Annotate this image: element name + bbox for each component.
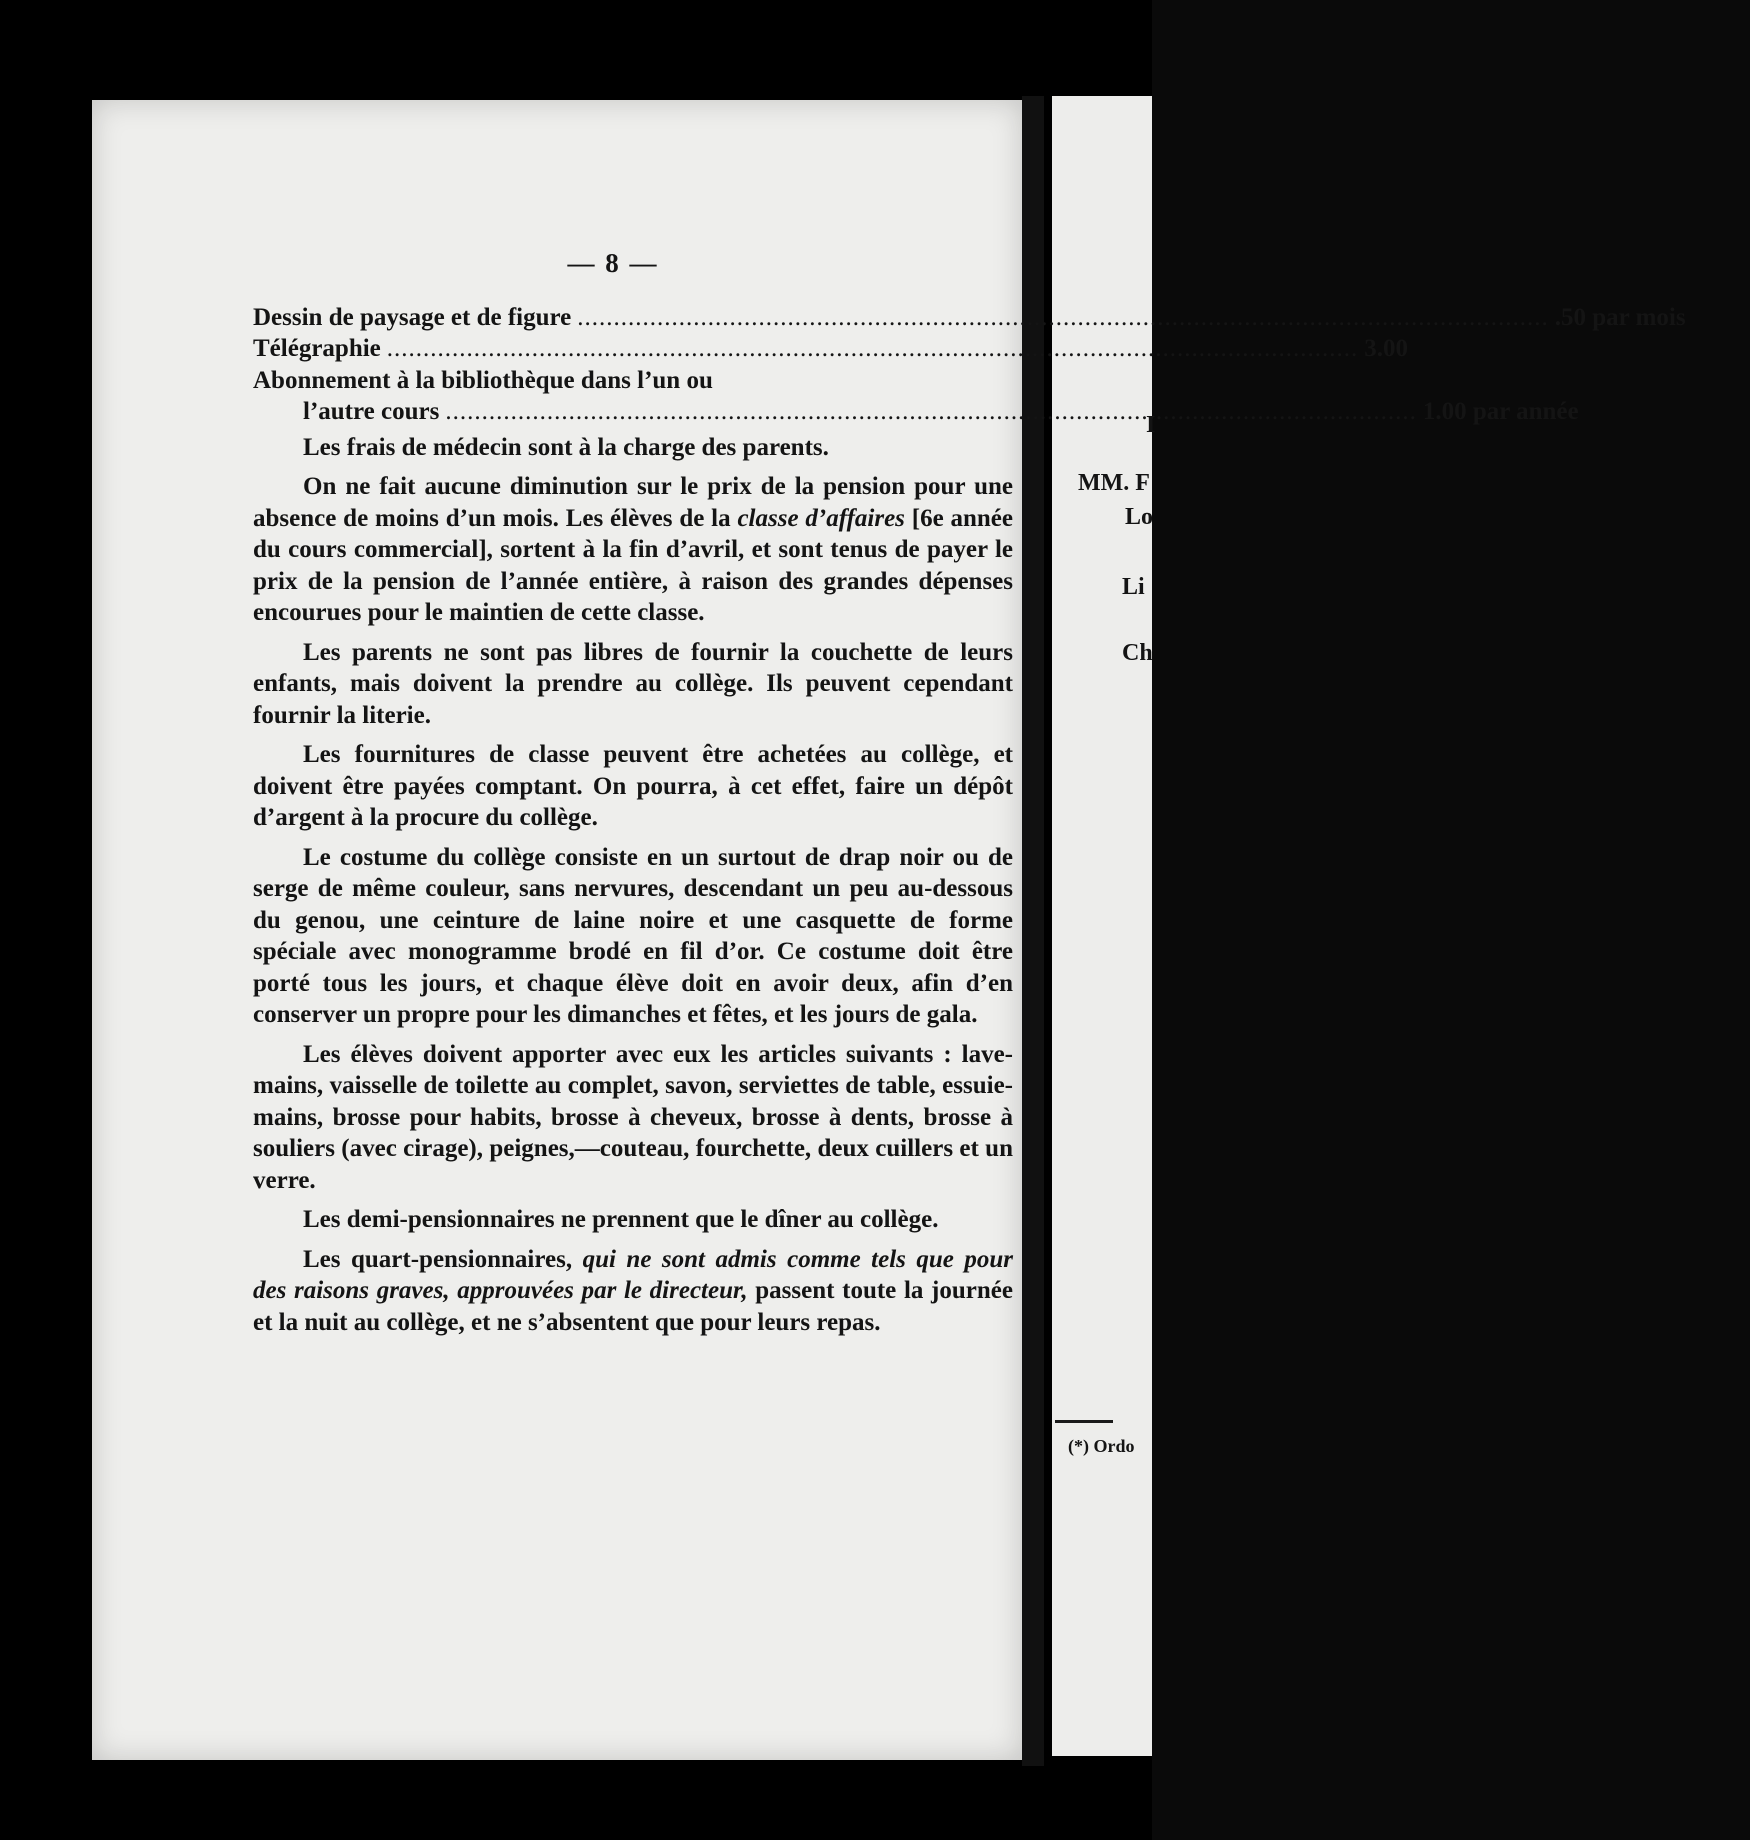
paragraph-text: passent toute la journée et la nuit au collège, et ne s’absentent que pour leurs repas.: [253, 1277, 1013, 1336]
fee-row-abonnement-line1: Abonnement à la bibliothèque dans l’un ou: [253, 366, 713, 394]
italic-text: classe d’affaires: [737, 504, 905, 532]
leader-dots: [387, 333, 1359, 365]
fee-row-abonnement-line2: [253, 396, 1579, 428]
facing-text-line: I: [1146, 412, 1156, 438]
facing-footnote: (*) Ordo: [1068, 1436, 1135, 1456]
facing-text-line: MM. F: [1078, 470, 1150, 496]
paragraph-demi-pensionnaires: Les demi-pensionnaires ne prennent que le dîner au collège.: [303, 1206, 939, 1233]
facing-text-line: Li: [1122, 574, 1145, 600]
leader-dots: [577, 302, 1549, 334]
leader-dots: [445, 396, 1417, 428]
facing-text-line: Lo: [1125, 504, 1154, 530]
paragraph-medecin: Les frais de médecin sont à la charge des parents.: [303, 433, 829, 461]
paragraph-articles: Les élèves doivent apporter avec eux les articles suivants : lave-mains, vaisselle de toilette au complet, savon, serviettes de table, essuie-mains, brosse pour habits, brosse à cheveux, brosse à dents, brosse à souliers (avec cirage), peignes,—couteau, fourchette, deux cuillers et un verre.: [253, 1040, 1013, 1194]
fee-label: l’autre cours: [303, 398, 440, 425]
paragraph-quart-pensionnaires: [253, 1244, 1013, 1339]
italic-text: qui ne sont admis comme tels que pour des raisons graves, approuvées par le directeur,: [253, 1245, 1014, 1304]
fee-value: 1.00 par année: [1422, 398, 1579, 425]
footnote-rule: [1055, 1420, 1113, 1423]
fee-value: 3.00: [1364, 335, 1409, 362]
fee-value: .50 par mois: [1554, 303, 1686, 331]
paragraph-diminution: [253, 471, 1013, 629]
facing-text-line: Ch: [1122, 640, 1153, 666]
paragraph-couchette: Les parents ne sont pas libres de fournir la couchette de leurs enfants, mais doivent la prendre au collège. Ils peuvent cependant fournir la literie.: [253, 638, 1013, 729]
page-number: — 8 —: [567, 248, 659, 278]
paragraph-text: On ne fait aucune diminution sur le prix de la pension pour une absence de moins d’un mois. Les élèves de la: [253, 473, 1013, 532]
fee-label: Télégraphie: [253, 335, 381, 362]
paragraph-text: Les quart-pensionnaires,: [303, 1245, 583, 1273]
paragraph-text: [6e année du cours commercial], sortent à la fin d’avril, et sont tenus de payer le prix de la pension de l’année entière, à raison des grandes dépenses encourues pour le maintien de cette classe.: [253, 504, 1013, 626]
fee-row-dessin: [253, 302, 1686, 334]
fee-label: Dessin de paysage et de figure: [253, 303, 572, 331]
fee-row-telegraphie: [253, 333, 1409, 365]
paragraph-costume: Le costume du collège consiste en un surtout de drap noir ou de serge de même couleur, sans nervures, descendant un peu au-dessous du genou, une ceinture de laine noire et une casquette de forme spéciale avec monogramme brodé en fil d’or. Ce costume doit être porté tous les jours, et chaque élève doit en avoir deux, afin d’en conserver un propre pour les dimanches et fêtes, et les jours de gala.: [253, 843, 1013, 1028]
paragraph-fournitures: Les fournitures de classe peuvent être achetées au collège, et doivent être payées comptant. On pourra, à cet effet, faire un dépôt d’argent à la procure du collège.: [253, 741, 1013, 831]
